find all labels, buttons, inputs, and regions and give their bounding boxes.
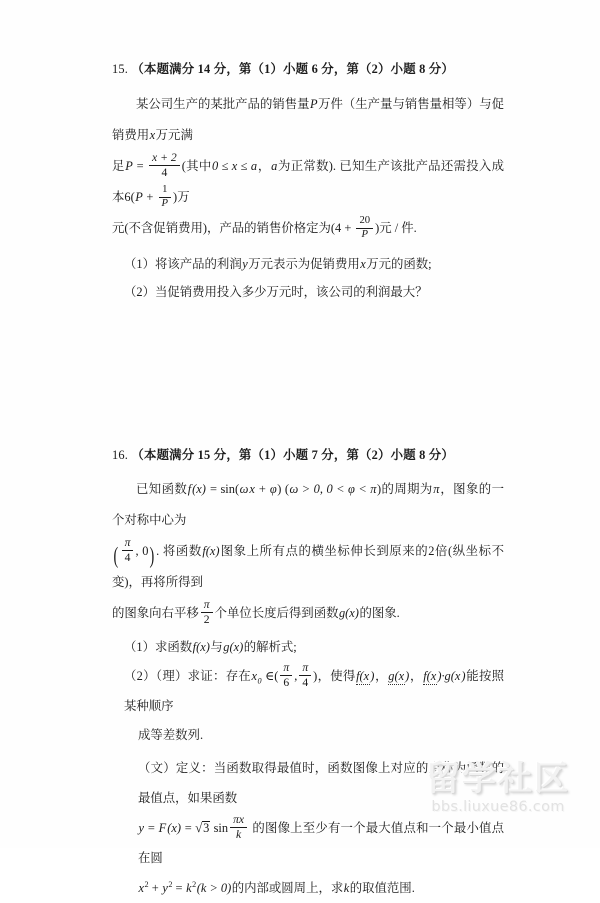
p16-q2-int-n2: π — [299, 662, 311, 676]
problem-15-points: （本题满分 14 分，第（1）小题 6 分，第（2）小题 8 分） — [131, 62, 454, 76]
p15-cost-coeff: 6 — [124, 189, 131, 204]
problem-16-question-2-li — [112, 661, 504, 721]
problem-16-question-2-wen-circle — [112, 873, 504, 903]
p15-text-a: 某公司生产的某批产品的销售量 — [136, 96, 310, 111]
p16-phi: φ — [269, 482, 277, 497]
p16-q2-term-3-mid: )·g(x — [437, 669, 461, 684]
right-paren-big: ) — [149, 542, 155, 568]
p16-center-4: 4 — [124, 551, 131, 565]
p16-q2-a: 求证：存在 — [187, 669, 252, 684]
p15-price-close: ) — [375, 220, 380, 235]
p16-l3-a: 的图象向右平移 — [112, 606, 199, 621]
p16-circle-x: x — [138, 881, 144, 896]
p16-wen-b: 的图像上至少有一个最大值点和一个最小值点在圆 — [138, 821, 505, 866]
p16-wen-var-k: k — [343, 881, 350, 896]
p15-l3-b: 元 / 件. — [379, 220, 417, 235]
p16-q2-term-2: g(x — [388, 669, 405, 684]
p15-cost-open: ( — [130, 189, 135, 204]
p16-q2-label: （2） — [124, 669, 156, 684]
p15-price-open: ( — [330, 220, 336, 235]
p15-eq-P: P — [125, 158, 133, 173]
p16-wen-eq1: = — [147, 821, 155, 836]
p16-cond-close: ) — [376, 482, 382, 497]
p15-frac-numerator: x + 2 — [149, 152, 180, 166]
p15-q1-b: 万元表示为促销费用 — [248, 256, 360, 271]
p16-center-pi: π — [122, 537, 134, 551]
p16-q1-a: 求函数 — [154, 640, 193, 655]
p15-q1-var-x: x — [360, 256, 366, 271]
problem-15-body-line-2 — [112, 151, 504, 213]
p15-q1-var-y: y — [242, 256, 248, 271]
p16-wen-a: 定义：当函数取得最值时，函数图像上对应的点称为函数的最值点，如果函数 — [138, 761, 505, 806]
problem-16-points: （本题满分 15 分，第（1）小题 7 分，第（2）小题 8 分） — [131, 447, 454, 462]
p16-q2-interval-open: ( — [274, 669, 279, 684]
p15-q1-c: 万元的函数; — [366, 256, 432, 271]
p16-q2-int-n1: π — [280, 662, 292, 676]
p16-wen-d: 的取值范围. — [349, 881, 415, 896]
p16-omega-x: x — [249, 482, 255, 497]
p16-q2-d: 成等差数列. — [138, 728, 204, 743]
p16-wen-sqrt-radicand: 3 — [203, 821, 210, 836]
p15-fraction-20-over-P — [356, 216, 373, 241]
p16-circle-eq: = — [175, 881, 183, 896]
p16-fx-arg: (x) — [192, 482, 206, 497]
p16-q2-term-3: f(x — [423, 669, 437, 684]
problem-15-number: 15. — [112, 62, 129, 76]
p16-gx: g(x) — [338, 606, 359, 621]
p15-price-4: 4 — [335, 220, 342, 235]
p16-q2-fraction-pi-6 — [280, 662, 292, 689]
p16-q2-term-2-end: ) — [405, 669, 410, 684]
p15-var-a: a — [271, 158, 278, 173]
p15-cost-frac-d: P — [161, 197, 169, 209]
p16-l3-c: 的图象. — [359, 606, 400, 621]
problem-16-header — [112, 446, 504, 465]
problem-15-header — [112, 60, 504, 79]
p15-l2-d: 为正常数). 已知生产该批产品还需投入成本 — [112, 158, 504, 204]
p15-q2-a: 当促销费用投入多少万元时，该公司的利润最大？ — [154, 284, 428, 299]
p16-q2-x0-sub: 0 — [257, 676, 262, 686]
p15-price-plus: + — [344, 220, 352, 235]
p16-shift-n: π — [201, 599, 213, 613]
p16-sin-close: ) — [277, 482, 282, 497]
problem-15-body-line-1 — [112, 89, 504, 151]
p16-q2-int-d1: 6 — [283, 676, 290, 690]
p15-l2-c: ， — [257, 158, 271, 173]
p16-circle-x-pow: 2 — [144, 880, 149, 890]
p15-cost-P: P — [135, 189, 143, 204]
p15-frac-denominator: 4 — [161, 165, 168, 179]
p16-wen-sin-d: k — [235, 828, 242, 842]
p16-q2-fraction-pi-4 — [299, 662, 311, 689]
p15-price-frac-n: 20 — [356, 216, 373, 229]
p16-q2-comma-1: ， — [374, 669, 388, 684]
problem-15-question-1 — [112, 250, 504, 278]
p16-center-fraction-pi-4 — [122, 537, 134, 564]
problem-16-question-1 — [112, 633, 504, 661]
problem-16-body-line-2 — [112, 536, 504, 598]
p16-wen-sin: sin — [213, 821, 229, 836]
p15-text-c: 万元满 — [155, 127, 193, 142]
p16-circle-cond: (k > 0) — [196, 881, 232, 896]
p16-wen-sin-n: πx — [230, 814, 247, 828]
p16-shift-fraction-pi-2 — [201, 599, 213, 626]
p16-center-zero: , 0 — [135, 544, 149, 559]
p16-q2-term-3-end: ) — [461, 669, 466, 684]
p15-q1-a: 将该产品的利润 — [154, 256, 242, 271]
p16-q1-gx: g(x) — [223, 640, 244, 655]
p16-sin-open: ( — [234, 482, 240, 497]
answer-space-15 — [112, 306, 504, 446]
p15-equals: = — [136, 158, 144, 173]
p16-q2-term-1-end: ) — [370, 669, 375, 684]
p16-cond: ω > 0, 0 < φ < π — [289, 482, 377, 497]
p16-q2-tag-wen: （文） — [138, 761, 176, 776]
p16-sin: sin — [220, 482, 235, 497]
p16-l3-b: 个单位长度后得到函数 — [214, 606, 339, 621]
p15-fraction-x-plus-2-over-4 — [149, 152, 180, 179]
exam-content — [112, 60, 504, 903]
p15-cost-frac-n: 1 — [159, 185, 172, 198]
p16-q2-int-comma: , — [294, 669, 298, 684]
p16-l2-a: . 将函数 — [156, 544, 202, 559]
p16-q2-c: 能按照某种顺序 — [124, 669, 505, 714]
p16-fx: f — [187, 482, 192, 497]
p16-q1-label: （1） — [124, 640, 155, 655]
p16-q2-term-1: f(x — [356, 669, 370, 684]
p16-plus: + — [258, 482, 266, 497]
p15-l3-a: 元(不含促销费用)，产品的销售价格定为 — [112, 220, 331, 235]
p16-wen-F: F — [158, 821, 167, 836]
p16-circle-k-pow: 2 — [192, 880, 197, 890]
p15-q2-label: （2） — [124, 284, 155, 299]
problem-16-question-2-wen — [112, 753, 504, 813]
p16-wen-c: 的内部或圆周上，求 — [231, 881, 344, 896]
problem-16-question-2-li-cont — [112, 721, 504, 749]
p15-cost-plus: + — [146, 189, 154, 204]
p16-two: 2 — [428, 544, 435, 559]
p16-wen-eq2: = — [184, 821, 192, 836]
p16-wen-F-arg: (x) — [167, 821, 181, 836]
p16-circle-k: k — [186, 881, 192, 896]
problem-16-question-2-wen-formula — [112, 813, 504, 873]
p15-var-x: x — [149, 127, 156, 142]
p16-pi: π — [433, 482, 440, 497]
p16-wen-fraction-pix-over-k — [230, 814, 247, 841]
p16-q1-fx: f(x) — [192, 640, 210, 655]
p16-q2-in: ∈ — [265, 669, 275, 684]
p16-omega: ω — [239, 482, 249, 497]
p16-q2-x0: x — [251, 669, 258, 684]
p16-eq: = — [209, 482, 217, 497]
problem-15-question-2 — [112, 278, 504, 306]
p16-l1-b: 的周期为 — [381, 482, 433, 497]
p16-circle-y: y — [162, 881, 168, 896]
problem-16-number: 16. — [112, 447, 129, 462]
watermark-url: bbs.liuxue86.com — [431, 798, 565, 815]
p16-l1-a: 已知函数 — [136, 482, 188, 497]
problem-15-body-line-3 — [112, 213, 504, 244]
left-paren-big: ( — [113, 542, 119, 568]
p16-cond-open: ( — [284, 482, 290, 497]
p15-q1-label: （1） — [124, 256, 155, 271]
problem-16-body-line-3 — [112, 598, 504, 629]
p16-q2-comma-2: ， — [409, 669, 423, 684]
p16-l2-c: 倍(纵坐标不变)，再将所得到 — [112, 544, 505, 590]
p16-q2-b: ，使得 — [317, 669, 356, 684]
p16-shift-d: 2 — [203, 613, 210, 627]
problem-16-body-line-1 — [112, 474, 504, 536]
p16-l1-c: ，图象的一个对称中心为 — [112, 482, 504, 528]
p15-l2-b: (其中 — [181, 158, 212, 173]
p16-q2-int-d2: 4 — [302, 676, 309, 690]
p16-circle-y-pow: 2 — [168, 880, 173, 890]
p15-text-b: 万件（生产量与销售量相等）与促销费用 — [112, 96, 505, 142]
watermark-title: 留学社区 — [426, 759, 570, 799]
p16-wen-y: y — [138, 821, 144, 836]
p15-l2-e: 万 — [177, 189, 190, 204]
p16-q1-c: 的解析式; — [243, 640, 297, 655]
p16-l2-fx: f(x) — [202, 544, 220, 559]
p15-var-P: P — [310, 96, 318, 111]
p16-q1-b: 与 — [210, 640, 223, 655]
p16-q2-tag-li: （理） — [155, 669, 188, 684]
p15-cost-close: ) — [173, 189, 178, 204]
p15-fraction-1-over-P — [159, 185, 172, 210]
p16-l2-b: 图象上所有点的横坐标伸长到原来的 — [220, 544, 429, 559]
p15-condition: 0 ≤ x ≤ a — [212, 158, 258, 173]
p16-wen-sqrt-3 — [195, 813, 210, 843]
p15-l2-a: 足 — [112, 158, 125, 173]
p15-price-frac-d: P — [361, 228, 369, 240]
p16-q2-interval-close: ) — [313, 669, 318, 684]
p16-circle-plus: + — [151, 881, 159, 896]
